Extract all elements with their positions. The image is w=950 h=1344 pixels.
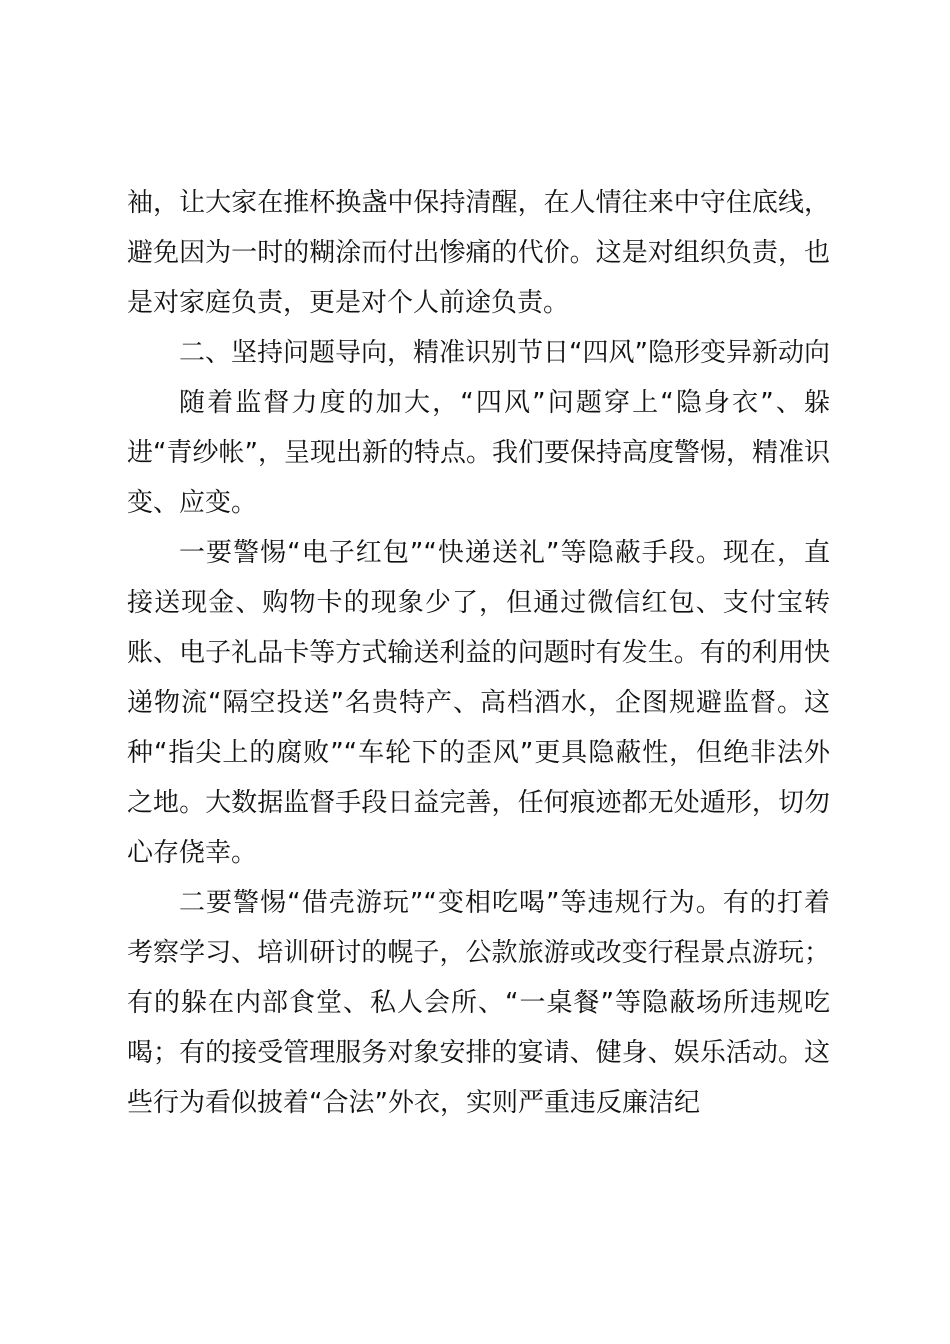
paragraph-point-two: 二要警惕“借壳游玩”“变相吃喝”等违规行为。有的打着考察学习、培训研讨的幌子，公款旅游或改变行程景点游玩；有的躲在内部食堂、私人会所、“一桌餐”等隐蔽场所违规吃喝；有的接受管理服务对象安排的宴请、健身、娱乐活动。这些行为看似披着“合法”外衣，实则严重违反廉洁纪 xyxy=(127,888,830,1118)
paragraph-point-one: 一要警惕“电子红包”“快递送礼”等隐蔽手段。现在，直接送现金、购物卡的现象少了，但通过微信红包、支付宝转账、电子礼品卡等方式输送利益的问题时有发生。有的利用快递物流“隔空投送”名贵特产、高档酒水，企图规避监督。这种“指尖上的腐败”“车轮下的歪风”更具隐蔽性，但绝非法外之地。大数据监督手段日益完善，任何痕迹都无处遁形，切勿心存侥幸。 xyxy=(127,538,830,868)
paragraph-intro: 随着监督力度的加大，“四风”问题穿上“隐身衣”、躲进“青纱帐”，呈现出新的特点。我们要保持高度警惕，精准识变、应变。 xyxy=(127,388,830,518)
paragraph-continuation: 袖，让大家在推杯换盏中保持清醒，在人情往来中守住底线，避免因为一时的糊涂而付出惨痛的代价。这是对组织负责，也是对家庭负责，更是对个人前途负责。 xyxy=(127,188,830,318)
document-body xyxy=(127,178,830,1128)
section-heading: 二、坚持问题导向，精准识别节日“四风”隐形变异新动向 xyxy=(179,338,830,368)
